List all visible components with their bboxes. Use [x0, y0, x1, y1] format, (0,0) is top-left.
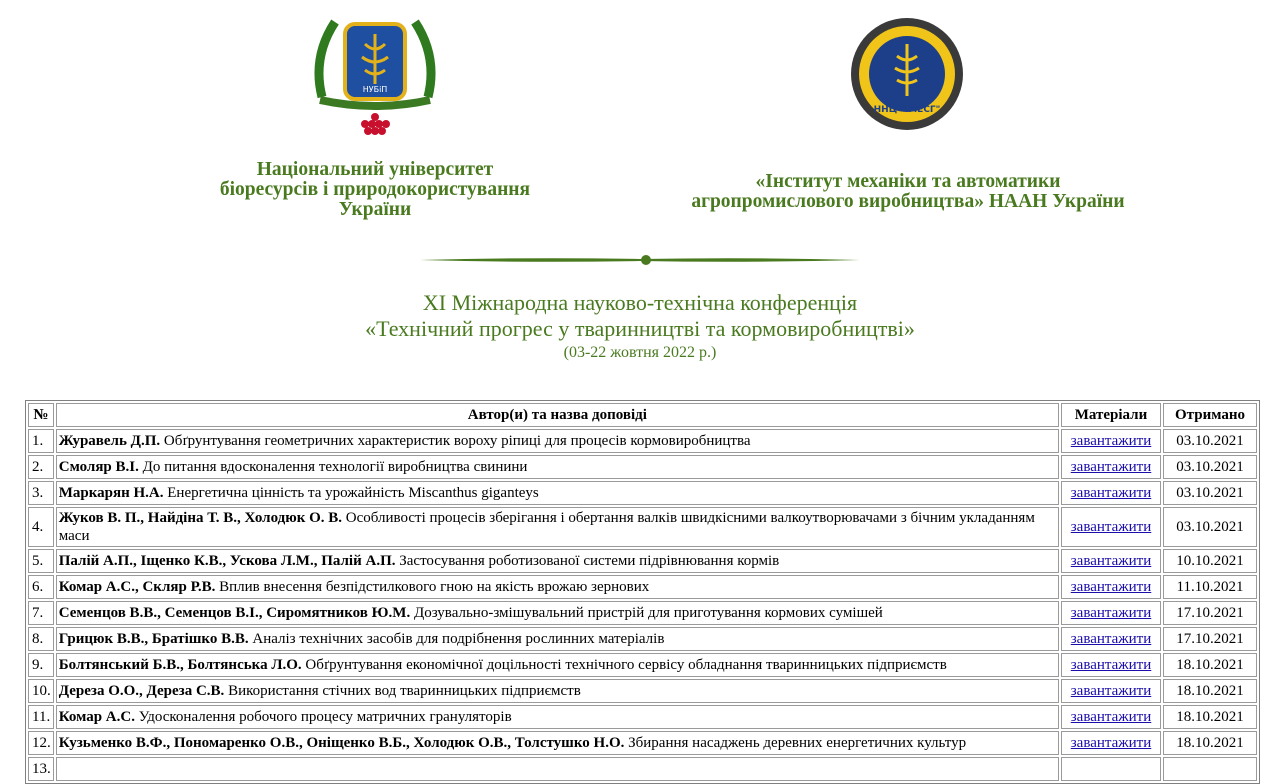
report-title: Обґрунтування економічної доцільності технічного сервісу обладнання тваринницьких підприємств: [305, 657, 947, 673]
institute-logo: [848, 14, 966, 134]
received-date: 18.10.2021: [1163, 679, 1257, 703]
materials-cell: [1061, 575, 1161, 599]
conference-dates: (03-22 жовтня 2022 р.): [563, 344, 717, 361]
row-number: 7.: [28, 601, 54, 625]
report-authors: Комар А.С., Скляр Р.В.: [58, 579, 216, 595]
materials-cell: [1061, 429, 1161, 453]
report-cell: [56, 455, 1059, 479]
materials-cell: [1061, 481, 1161, 505]
header-materials: Матеріали: [1061, 403, 1161, 427]
row-number: 2.: [28, 455, 54, 479]
row-number: 11.: [28, 705, 54, 729]
table-row: [28, 601, 1257, 625]
table-row: [28, 679, 1257, 703]
received-date: 03.10.2021: [1163, 455, 1257, 479]
report-authors: Журавель Д.П.: [58, 433, 161, 449]
report-authors: Болтянський Б.В., Болтянська Л.О.: [58, 657, 302, 673]
report-title: Обґрунтування геометричних характеристик вороху ріпиці для процесів кормовиробництва: [163, 433, 751, 449]
materials-cell: [1061, 549, 1161, 573]
report-cell: [56, 705, 1059, 729]
report-cell: [56, 731, 1059, 755]
table-row: [28, 705, 1257, 729]
materials-cell: [1061, 455, 1161, 479]
download-link[interactable]: завантажити: [1070, 484, 1152, 501]
university-logo: [310, 12, 440, 137]
left-org-line: України: [338, 199, 412, 220]
left-org-line: біоресурсів і природокористування: [219, 179, 531, 200]
report-authors: Семенцов В.В., Семенцов В.І., Сиромятников Ю.М.: [58, 605, 411, 621]
row-number: 1.: [28, 429, 54, 453]
download-link[interactable]: завантажити: [1070, 552, 1152, 569]
download-link[interactable]: завантажити: [1070, 630, 1152, 647]
download-link[interactable]: завантажити: [1070, 656, 1152, 673]
left-organization-name: [180, 160, 570, 220]
report-cell: [56, 575, 1059, 599]
received-date: 18.10.2021: [1163, 653, 1257, 677]
materials-cell: [1061, 653, 1161, 677]
report-title: Удосконалення робочого процесу матричних грануляторів: [138, 709, 512, 725]
left-org-line: Національний університет: [256, 159, 494, 180]
row-number: 13.: [28, 757, 54, 781]
report-cell: [56, 481, 1059, 505]
row-number: 9.: [28, 653, 54, 677]
materials-cell: [1061, 507, 1161, 547]
report-title: Використання стічних вод тваринницьких підприємств: [228, 683, 581, 699]
row-number: 5.: [28, 549, 54, 573]
table-row: [28, 731, 1257, 755]
report-cell: [56, 601, 1059, 625]
row-number: 12.: [28, 731, 54, 755]
materials-cell: [1061, 601, 1161, 625]
right-org-line: «Інститут механіки та автоматики: [755, 171, 1061, 192]
ornamental-divider: [420, 250, 860, 270]
conference-title-line: XI Міжнародна науково-технічна конференція: [422, 290, 858, 315]
row-number: 3.: [28, 481, 54, 505]
table-row: [28, 429, 1257, 453]
report-authors: Смоляр В.І.: [58, 459, 139, 475]
materials-cell: [1061, 627, 1161, 651]
report-authors: Палій А.П., Іщенко К.В., Ускова Л.М., Палій А.П.: [58, 553, 396, 569]
report-authors: Жуков В. П., Найдіна Т. В., Холодюк О. В.: [58, 510, 343, 526]
received-date: 11.10.2021: [1163, 575, 1257, 599]
report-cell: [56, 679, 1059, 703]
report-title: Аналіз технічних засобів для подрібнення рослинних матеріалів: [252, 631, 665, 647]
received-date: 03.10.2021: [1163, 481, 1257, 505]
download-link[interactable]: завантажити: [1070, 578, 1152, 595]
received-date: 03.10.2021: [1163, 429, 1257, 453]
report-cell: [56, 627, 1059, 651]
download-link[interactable]: завантажити: [1070, 682, 1152, 699]
report-authors: Дереза О.О., Дереза С.В.: [58, 683, 225, 699]
received-date: 18.10.2021: [1163, 731, 1257, 755]
reports-table: [25, 400, 1260, 784]
report-title: Особливості процесів зберігання і обертання валків швидкісними валкоутворювачами з бічним укладанням маси: [58, 510, 1035, 544]
report-authors: Комар А.С.: [58, 709, 135, 725]
table-row: [28, 481, 1257, 505]
header-title: Автор(и) та назва доповіді: [56, 403, 1059, 427]
report-authors: Кузьменко В.Ф., Пономаренко О.В., Оніщенко В.Б., Холодюк О.В., Толстушко Н.О.: [58, 735, 625, 751]
report-cell: [56, 653, 1059, 677]
download-link[interactable]: завантажити: [1070, 458, 1152, 475]
report-title: До питання вдосконалення технології виробництва свинини: [142, 459, 528, 475]
conference-title-line: «Технічний прогрес у тваринництві та кормовиробництві»: [365, 316, 915, 341]
table-row: [28, 507, 1257, 547]
received-date: 17.10.2021: [1163, 627, 1257, 651]
report-cell: [56, 549, 1059, 573]
report-title: Дозувально-змішувальний пристрій для приготування кормових сумішей: [413, 605, 883, 621]
report-title: Застосування роботизованої системи підрівнювання кормів: [399, 553, 780, 569]
materials-cell: [1061, 757, 1161, 781]
table-header-row: [28, 403, 1257, 427]
report-authors: Маркарян Н.А.: [58, 485, 164, 501]
institute-logo-text: ННЦ "ІМЕСГ": [873, 105, 941, 115]
header-received: Отримано: [1163, 403, 1257, 427]
table-row: [28, 549, 1257, 573]
conference-title: [0, 290, 1280, 342]
right-org-line: агропромислового виробництва» НААН України: [691, 191, 1125, 212]
report-cell: [56, 429, 1059, 453]
download-link[interactable]: завантажити: [1070, 708, 1152, 725]
materials-cell: [1061, 731, 1161, 755]
table-row: [28, 757, 1257, 781]
received-date: [1163, 757, 1257, 781]
materials-cell: [1061, 705, 1161, 729]
received-date: 18.10.2021: [1163, 705, 1257, 729]
materials-cell: [1061, 679, 1161, 703]
download-link[interactable]: завантажити: [1070, 432, 1152, 449]
right-organization-name: [640, 172, 1176, 212]
report-title: Енергетична цінність та урожайність Miscanthus giganteys: [167, 485, 539, 501]
received-date: 17.10.2021: [1163, 601, 1257, 625]
row-number: 6.: [28, 575, 54, 599]
table-row: [28, 627, 1257, 651]
table-row: [28, 653, 1257, 677]
report-title: Збирання насаджень деревних енергетичних культур: [628, 735, 967, 751]
received-date: 03.10.2021: [1163, 507, 1257, 547]
row-number: 10.: [28, 679, 54, 703]
row-number: 4.: [28, 507, 54, 547]
header-num: №: [28, 403, 54, 427]
university-logo-text: НУБіП: [362, 85, 388, 94]
table-row: [28, 575, 1257, 599]
row-number: 8.: [28, 627, 54, 651]
download-link[interactable]: завантажити: [1070, 604, 1152, 621]
table-row: [28, 455, 1257, 479]
report-cell: [56, 507, 1059, 547]
received-date: 10.10.2021: [1163, 549, 1257, 573]
report-title: Вплив внесення безпідстилкового гною на якість врожаю зернових: [219, 579, 650, 595]
report-cell: [56, 757, 1059, 781]
download-link[interactable]: завантажити: [1070, 518, 1152, 535]
report-authors: Грицюк В.В., Братішко В.В.: [58, 631, 249, 647]
download-link[interactable]: завантажити: [1070, 734, 1152, 751]
